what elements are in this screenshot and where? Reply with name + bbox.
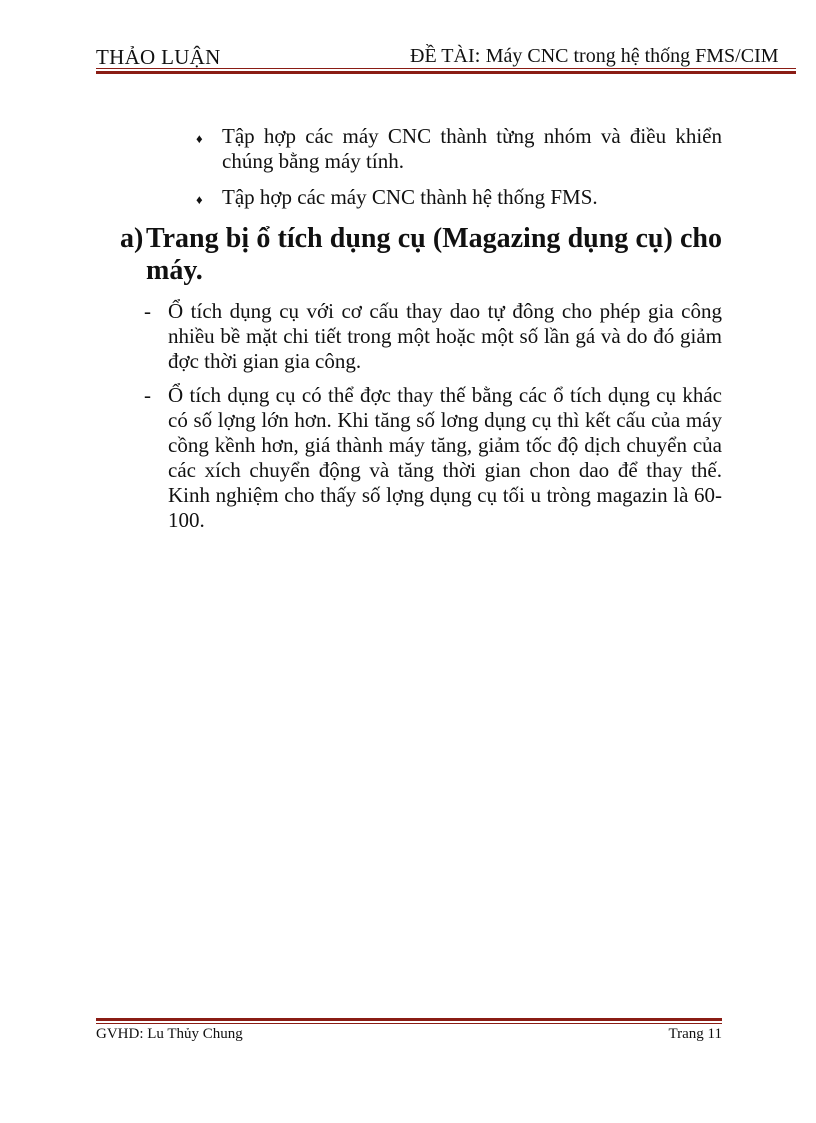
dash-item-text: Ổ tích dụng cụ với cơ cấu thay dao tự đông cho phép gia công nhiều bề mặt chi tiết trong một hoặc một số lần gá và do đó giảm đợc thời gian gia công. (168, 299, 722, 373)
footer-page-number: Trang 11 (668, 1026, 722, 1042)
header-rule-bottom (96, 71, 796, 74)
dash-item-text: Ổ tích dụng cụ có thể đợc thay thế bằng các ổ tích dụng cụ khác có số lợng lớn hơn. Khi tăng số lơng dụng cụ thì kết cấu của máy cồng kềnh hơn, giá thành máy tăng, giảm tốc độ dịch chuyển của các xích chuyển động và tăng thời gian chon dao để thay thế. Kinh nghiệm cho thấy số lợng dụng cụ tối u tròng magazin là 60-100. (168, 383, 722, 532)
bullet-text: Tập hợp các máy CNC thành hệ thống FMS. (222, 185, 598, 209)
header-rule-top (96, 68, 796, 69)
footer-rule-top (96, 1018, 722, 1021)
footer-rule-bottom (96, 1023, 722, 1024)
section-heading (120, 223, 722, 287)
dash-list-item (144, 383, 722, 533)
header-topic-label: ĐỀ TÀI (410, 45, 475, 67)
section-heading-text: Trang bị ổ tích dụng cụ (Magazing dụng cụ) cho máy. (146, 223, 722, 286)
bullet-text: Tập hợp các máy CNC thành từng nhóm và điều khiển chúng bằng máy tính. (222, 124, 722, 173)
section-heading-marker: a) (120, 223, 144, 254)
header-topic (410, 43, 800, 68)
bullet-item (196, 124, 722, 174)
dash-bullet-icon: - (144, 299, 151, 323)
bullet-item (196, 185, 722, 210)
diamond-bullet-icon: ♦ (196, 131, 203, 146)
header-topic-separator: : (474, 43, 481, 67)
header-topic-text: Máy CNC trong hệ thống FMS/CIM (485, 45, 779, 67)
footer-instructor: GVHD: Lu Thủy Chung (96, 1026, 243, 1042)
diamond-bullet-icon: ♦ (196, 192, 203, 207)
header-section-title: THẢO LUẬN (96, 45, 221, 69)
dash-list-item (144, 299, 722, 374)
dash-bullet-icon: - (144, 383, 151, 407)
